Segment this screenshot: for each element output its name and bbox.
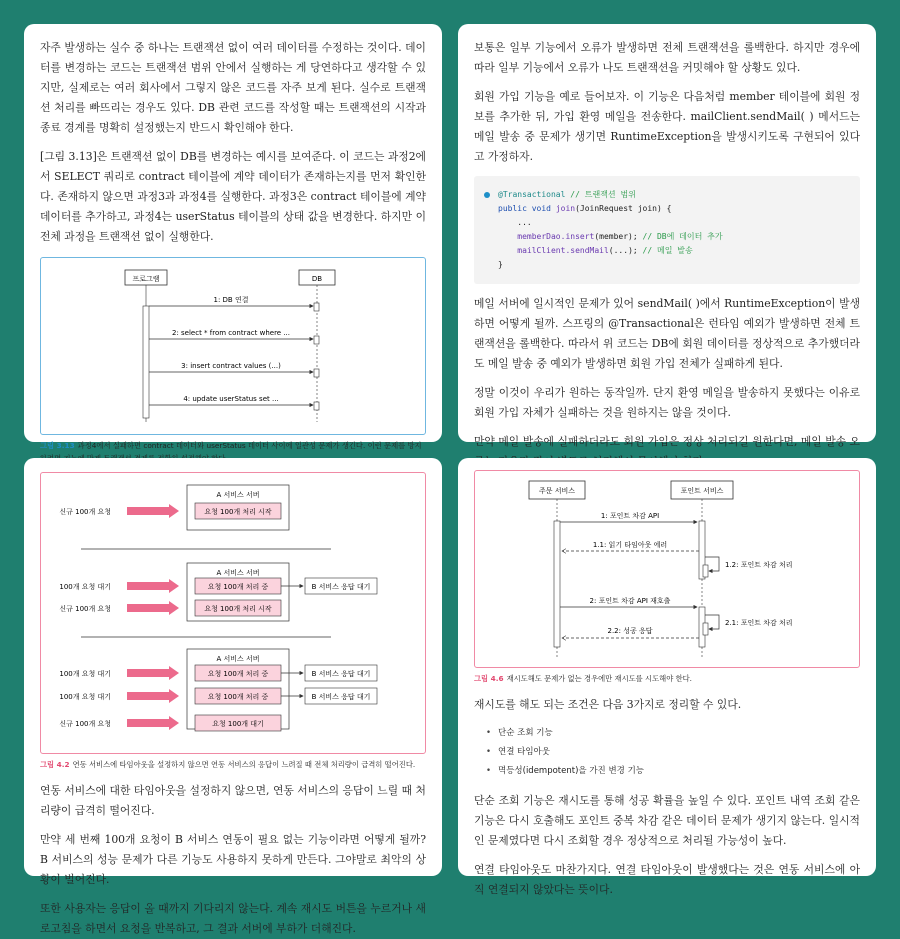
page-card-top-left	[24, 24, 442, 450]
activation-program	[143, 306, 149, 418]
wait-label: B 서비스 응답 대기	[311, 693, 371, 701]
figure-caption	[40, 758, 426, 771]
figure-4-6	[474, 470, 860, 668]
message-label: 1: DB 연결	[213, 296, 249, 304]
request-box-label: 요청 100개 처리 중	[207, 583, 269, 591]
throughput-diagram	[41, 473, 425, 753]
code-function: .insert	[560, 232, 595, 241]
message-label: 1: 포인트 차감 API	[600, 512, 660, 520]
activation-db	[314, 303, 319, 311]
pink-arrow-icon	[127, 601, 179, 615]
paragraph: 단순 조회 기능은 재시도를 통해 성공 확률을 높일 수 있다. 포인트 내역 조회 같은 기능은 다시 호출해도 포인트 중복 차감 같은 데이터 문제가 생기지 않는다. 일시적인 문제였다면 다시 조회할 경우 정상적으로 처리될 가능성이 높다.	[474, 794, 860, 847]
message-label: 1.1: 읽기 타임아웃 에러	[592, 541, 668, 549]
paragraph: 또한 사용자는 응답이 올 때까지 기다리지 않는다. 계속 재시도 버튼을 누르거나 새로고침을 하면서 요청을 반복하고, 그 결과 서버에 부하가 더해진다.	[40, 902, 426, 935]
code-object: memberDao	[517, 232, 561, 241]
message-label: 4: update userStatus set ...	[183, 395, 279, 403]
caption-text: 과정4에서 실패하면 contract 데이터와 userStatus 데이터 사이에 일관성 문제가 생긴다. 이런 문제를 방지	[77, 441, 422, 450]
code-text: (...);	[608, 246, 638, 255]
code-function: join	[555, 204, 576, 213]
paragraph: 보통은 일부 기능에서 오류가 발생하면 전체 트랜잭션을 롤백한다. 하지만 경우에 따라 일부 기능에서 오류가 나도 트랜잭션을 커밋해야 할 상황도 있다.	[474, 41, 860, 74]
activation-db	[314, 369, 319, 377]
code-comment: // 트랜잭션 범위	[570, 190, 636, 199]
activation-point-nested	[703, 565, 708, 577]
figure-4-2	[40, 472, 426, 754]
actor-db: DB	[311, 275, 323, 283]
code-comment: // 메일 발송	[642, 246, 693, 255]
request-box-label: 요청 100개 처리 중	[207, 693, 269, 701]
code-text: ...	[517, 218, 532, 227]
wait-label: B 서비스 응답 대기	[311, 583, 371, 591]
code-comment: // DB에 데이터 추가	[642, 232, 723, 241]
request-label: 100개 요청 대기	[59, 670, 111, 678]
paragraph: 만약 세 번째 100개 요청이 B 서비스 연동이 필요 없는 기능이라면 어떻게 될까? B 서비스의 성능 문제가 다른 기능도 사용하지 못하게 만든다. 그야말로 최악의 상황이 벌어진다.	[40, 833, 426, 886]
server-label: A 서비스 서버	[216, 569, 260, 577]
code-text: (JoinRequest join) {	[575, 204, 672, 213]
code-marker-icon	[484, 192, 490, 198]
request-label: 100개 요청 대기	[59, 693, 111, 701]
figure-caption	[474, 672, 860, 685]
message-label: 2.1: 포인트 차감 처리	[725, 619, 793, 627]
pink-arrow-icon	[127, 579, 179, 593]
paragraph: 자주 발생하는 실수 중 하나는 트랜잭션 없이 여러 데이터를 수정하는 것이다. 데이터를 변경하는 코드는 트랜잭션 범위 안에서 실행하는 게 당연하다고 생각할 수 있지만, 실제로는 여러 회사에서 그렇지 않은 코드를 자주 보게 된다. 실수로 트랜잭션 처리를 빠뜨리는 경우도 있다. DB 관련 코드를 작성할 때는 트랜잭션의 시작과 종료 경계를 명확히 설정했는지 반드시 확인해야 한다.	[40, 41, 426, 134]
server-label: A 서비스 서버	[216, 655, 260, 663]
message-label: 1.2: 포인트 차감 처리	[725, 561, 793, 569]
pink-arrow-icon	[127, 666, 179, 680]
list-item: • 연결 타임아웃	[486, 743, 860, 762]
list-item: • 단순 조회 기능	[486, 724, 860, 743]
actor-point-service: 포인트 서비스	[680, 487, 724, 495]
bullet-list	[486, 724, 860, 781]
activation-order	[554, 521, 560, 647]
page-card-bottom-right	[458, 458, 876, 896]
paragraph: 재시도를 해도 되는 조건은 다음 3가지로 정리할 수 있다.	[474, 698, 742, 711]
request-box-label: 요청 100개 처리 시작	[204, 605, 272, 613]
paragraph: 메일 서버에 일시적인 문제가 있어 sendMail( )에서 RuntimeException이 발생하면 어떻게 될까. 스프링의 @Transactional은 런타임 예외가 발생하면 전체 트랜잭션을 롤백한다. 따라서 위 코드는 DB에 회원 데이터를 정상적으로 추가했더라도 메일 발송 중 예외가 발생하면 회원 가입 전체가 실패하게 된다.	[474, 297, 860, 370]
code-annotation: @Transactional	[498, 190, 566, 199]
paragraph: 만약 메일 발송에 실패하더라도 회원 가입은 정상 처리되길 원한다면, 메일 발송 오	[474, 435, 860, 448]
paragraph: 정말 이것이 우리가 원하는 동작일까. 단지 환영 메일을 발송하지 못했다는 이유로 회원 가입 자체가 실패하는 것을 원하지는 않을 것이다.	[474, 386, 860, 419]
pink-arrow-icon	[127, 504, 179, 518]
paragraph: [그림 3.13]은 트랜잭션 없이 DB를 변경하는 예시를 보여준다. 이 코드는 과정2에서 SELECT 쿼리로 contract 테이블에 계약 데이터가 존재하는지를 먼저 확인한다. 존재하지 않으면 과정3과 과정4를 실행한다. 과정3은 contract 테이블에 계약 데이터를 추가하고, 과정4는 userStatus 테이블의 상태 값을 변경한다. 하지만 이 전체 과정을 트랜잭션 없이 실행한다.	[40, 150, 426, 243]
request-label: 신규 100개 요청	[59, 508, 111, 516]
actor-program: 프로그램	[132, 275, 160, 283]
code-text: }	[498, 260, 503, 269]
caption-label: 그림 4.2	[40, 760, 70, 769]
request-label: 신규 100개 요청	[59, 720, 111, 728]
caption-text: 연동 서비스에 타임아웃을 설정하지 않으면 연동 서비스의 응답이 느려질 때 전체 처리량이 급격히 떨어진다.	[72, 760, 416, 769]
code-keyword: public void	[498, 204, 551, 213]
pink-arrow-icon	[127, 689, 179, 703]
message-label: 3: insert contract values (...)	[181, 362, 281, 370]
request-box-label: 요청 100개 처리 중	[207, 670, 269, 678]
figure-3-13	[40, 257, 426, 435]
wait-label: B 서비스 응답 대기	[311, 670, 371, 678]
page-card-bottom-left	[24, 458, 442, 935]
paragraph: 연동 서비스에 대한 타임아웃을 설정하지 않으면, 연동 서비스의 응답이 느릴 때 처리량이 급격히 떨어진다.	[40, 784, 426, 817]
request-label: 신규 100개 요청	[59, 605, 111, 613]
activation-point-nested	[703, 623, 708, 635]
paragraph: 회원 가입 기능을 예로 들어보자. 이 기능은 다음처럼 member 테이블에 회원 정보를 추가한 뒤, 가입 환영 메일을 전송한다. mailClient.sendMail( ) 메서드는 메일 발송 중 문제가 생기면 RuntimeException을 발생시키도록 구현되어 있다고 가정하자.	[474, 90, 860, 163]
message-label: 2.2: 성공 응답	[607, 627, 653, 635]
request-box-label: 요청 100개 대기	[212, 720, 264, 728]
code-function: .sendMail	[565, 246, 609, 255]
caption-text: 재시도해도 문제가 없는 경우에만 재시도를 시도해야 한다.	[506, 674, 692, 683]
paragraph: 연결 타임아웃도 마찬가지다. 연결 타임아웃이 발생했다는 것은 연동 서비스에 아직 연결되지 않았다는 뜻이다.	[474, 863, 860, 896]
activation-db	[314, 336, 319, 344]
code-text: (member);	[594, 232, 638, 241]
actor-order-service: 주문 서비스	[538, 487, 576, 495]
request-box-label: 요청 100개 처리 시작	[204, 508, 272, 516]
code-object: mailClient	[517, 246, 566, 255]
list-item: • 멱등성(idempotent)을 가진 변경 기능	[486, 762, 860, 781]
sequence-diagram	[41, 258, 425, 434]
pink-arrow-icon	[127, 716, 179, 730]
activation-db	[314, 402, 319, 410]
server-label: A 서비스 서버	[216, 491, 260, 499]
page-card-top-right	[458, 24, 876, 448]
retry-sequence-diagram	[475, 471, 859, 667]
code-block	[474, 176, 860, 284]
caption-label: 그림 3.13	[40, 441, 75, 450]
caption-label: 그림 4.6	[474, 674, 504, 683]
message-label: 2: select * from contract where ...	[172, 329, 290, 337]
message-label: 2: 포인트 차감 API 재호출	[589, 597, 671, 605]
request-label: 100개 요청 대기	[59, 583, 111, 591]
